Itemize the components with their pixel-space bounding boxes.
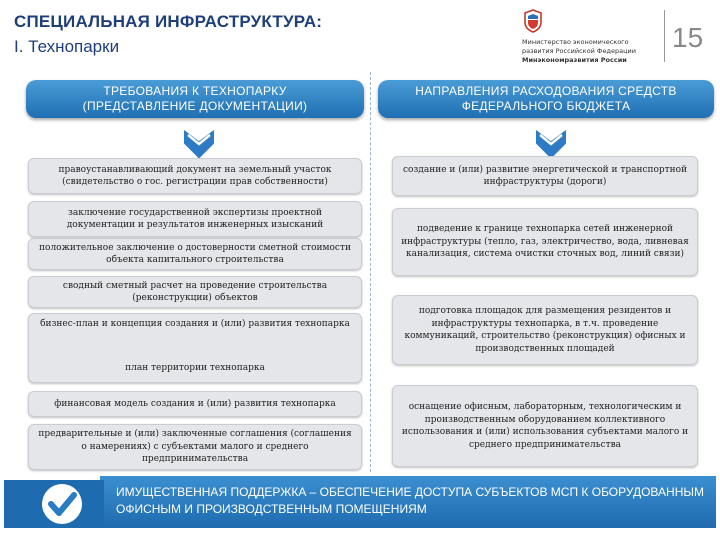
ministry-logo-icon bbox=[522, 8, 544, 34]
header-divider bbox=[664, 10, 665, 62]
page-title: СПЕЦИАЛЬНАЯ ИНФРАСТРУКТУРА: bbox=[14, 12, 323, 31]
budget-heading-line1: НАПРАВЛЕНИЯ РАСХОДОВАНИЯ СРЕДСТВ bbox=[415, 84, 677, 98]
page-subtitle: I. Технопарки bbox=[14, 37, 120, 56]
requirement-item: правоустанавливающий документ на земельный участок (свидетельство о гос. регистрации прав собственности) bbox=[28, 158, 362, 194]
requirement-item: бизнес-план и концепция создания и (или) развития технопарка bbox=[40, 319, 350, 329]
budget-item: подведение к границе технопарка сетей инженерной инфраструктуры (тепло, газ, электричество, вода, ливневая канализация, система очистки сточных вод, линий связи) bbox=[392, 208, 698, 276]
budget-item: создание и (или) развитие энергетической и транспортной инфраструктуры (дороги) bbox=[392, 156, 698, 196]
requirements-heading bbox=[26, 80, 364, 118]
budget-item: оснащение офисным, лабораторным, технологическим и производственным оборудованием коллективного использования и (или) использования субъектами малого и среднего предпринимательства bbox=[392, 385, 698, 467]
ministry-line-1: Министерство экономического bbox=[522, 38, 629, 46]
requirements-heading-line2: (ПРЕДСТАВЛЕНИЕ ДОКУМЕНТАЦИИ) bbox=[82, 99, 308, 113]
requirement-item: предварительные и (или) заключенные соглашения (соглашения о намерениях) с субъектами малого и среднего предпринимательства bbox=[28, 424, 362, 470]
requirement-item: финансовая модель создания и (или) развития технопарка bbox=[28, 391, 362, 417]
ministry-line-3: Минэкономразвития России bbox=[522, 56, 627, 64]
column-separator bbox=[370, 72, 371, 472]
budget-item: подготовка площадок для размещения резидентов и инфраструктуры технопарка, в т.ч. проведение коммуникаций, строительство (реконструкция) офисных и производственных площадей bbox=[392, 295, 698, 365]
page-number: 15 bbox=[672, 22, 704, 53]
ministry-name bbox=[522, 38, 636, 65]
ministry-line-2: развития Российской Федерации bbox=[522, 47, 636, 55]
requirement-item: положительное заключение о достоверности сметной стоимости объекта капитального строительства bbox=[28, 238, 362, 270]
budget-heading-line2: ФЕДЕРАЛЬНОГО БЮДЖЕТА bbox=[461, 99, 631, 113]
footer-text: ИМУЩЕСТВЕННАЯ ПОДДЕРЖКА – ОБЕСПЕЧЕНИЕ ДОСТУПА СУБЪЕКТОВ МСП К ОБОРУДОВАННЫМ ОФИСНЫМ И ПРОИЗВОДСТВЕННЫМ ПОМЕЩЕНИЯМ bbox=[116, 485, 704, 516]
requirements-heading-line1: ТРЕБОВАНИЯ К ТЕХНОПАРКУ bbox=[103, 84, 287, 98]
requirement-item: план территории технопарка bbox=[125, 363, 265, 373]
requirement-item: заключение государственной экспертизы проектной документации и результатов инженерных изысканий bbox=[28, 201, 362, 237]
checkmark-icon bbox=[4, 472, 104, 532]
budget-heading bbox=[378, 80, 714, 118]
requirement-item: сводный сметный расчет на проведение строительства (реконструкции) объектов bbox=[28, 276, 362, 308]
